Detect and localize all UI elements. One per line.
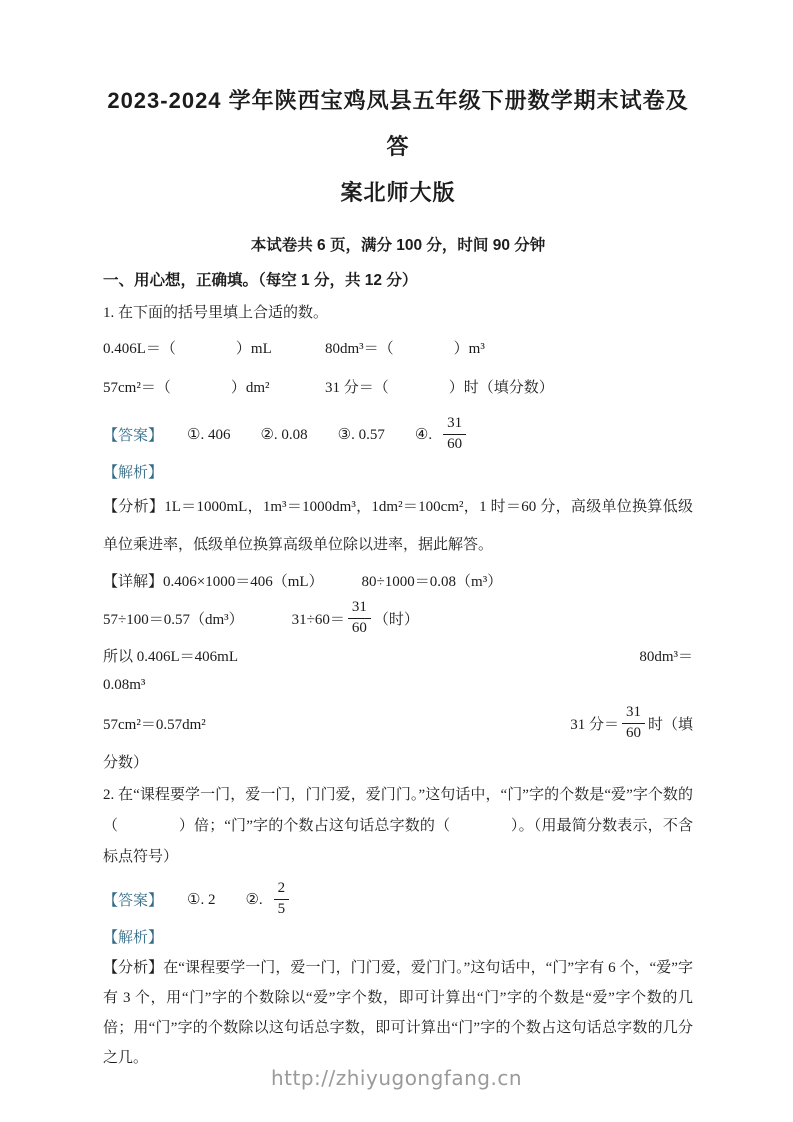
fraction-numerator: 31 bbox=[622, 704, 645, 723]
detail-2-left: 57÷100＝0.57（dm³） bbox=[103, 611, 244, 628]
question-1-answer-row bbox=[103, 410, 693, 458]
detail-2-right-prefix: 31÷60＝ bbox=[291, 611, 345, 628]
document-title-line-1: 2023-2024 学年陕西宝鸡凤县五年级下册数学期末试卷及答 bbox=[107, 88, 689, 159]
question-1-detail-line-4 bbox=[103, 670, 693, 700]
question-1-analysis: 【分析】1L＝1000mL，1m³＝1000dm³，1dm²＝100cm²，1 时＝60 分，高级单位换算低级单位乘进率，低级单位换算高级单位除以进率，据此解答。 bbox=[103, 499, 693, 553]
question-2-stem: 2. 在“课程要学一门，爱一门，门门爱，爱门门。”这句话中，“门”字的个数是“爱”字个数的（ ）倍；“门”字的个数占这句话总字数的（ ）。（用最简分数表示，不含标点符号） bbox=[103, 787, 693, 865]
fraction-numerator: 31 bbox=[348, 599, 371, 618]
fraction bbox=[348, 599, 371, 637]
answer-label: 【答案】 bbox=[103, 427, 164, 444]
exam-info: 本试卷共 6 页，满分 100 分，时间 90 分钟 bbox=[250, 237, 546, 254]
question-1-answer-item-2: ②. 0.08 bbox=[260, 426, 308, 443]
detail-5-right-prefix: 31 分＝ bbox=[570, 716, 619, 733]
question-1-blank-1: 0.406L＝（ ）mL bbox=[103, 341, 272, 357]
question-2-analysis: 【分析】在“课程要学一门，爱一门，门门爱，爱门门。”这句话中，“门”字有 6 个，“爱”字有 3 个，用“门”字的个数除以“爱”字个数，即可计算出“门”字的个数是“爱”字个数的几倍；用“门”字的个数除以这句话总字数，即可计算出“门”字的个数占这句话总字数的几分之几。 bbox=[103, 960, 693, 1066]
question-1-explanation-label: 【解析】 bbox=[103, 465, 164, 481]
detail-5-right-suffix: 时（填 bbox=[647, 716, 693, 733]
detail-3-left: 所以 0.406L＝406mL bbox=[103, 648, 238, 665]
detail-1-left: 【详解】0.406×1000＝406（mL） bbox=[103, 573, 324, 590]
question-1-answer-item-1: ①. 406 bbox=[187, 426, 231, 443]
question-2-explanation-label: 【解析】 bbox=[103, 930, 164, 946]
section-1-heading: 一、用心想，正确填。（每空 1 分，共 12 分） bbox=[103, 272, 418, 289]
fraction-denominator: 60 bbox=[447, 435, 463, 452]
question-1-detail-line-1 bbox=[103, 564, 693, 596]
detail-6-text: 分数） bbox=[103, 754, 149, 771]
fraction-numerator: 2 bbox=[274, 880, 290, 899]
question-1-detail-line-3 bbox=[103, 640, 693, 670]
fraction bbox=[622, 704, 645, 742]
answer-label: 【答案】 bbox=[103, 892, 164, 909]
answer-item-4-prefix: ④. bbox=[414, 426, 433, 443]
question-1-detail-line-6 bbox=[103, 746, 693, 776]
question-1-blank-2: 80dm³＝（ ）m³ bbox=[325, 341, 485, 357]
question-1-blank-3: 57cm²＝（ ）dm² bbox=[103, 380, 270, 396]
fraction-denominator: 60 bbox=[351, 619, 367, 636]
question-1-answer-item-4 bbox=[415, 415, 469, 453]
fraction bbox=[443, 415, 466, 453]
detail-5-left: 57cm²＝0.57dm² bbox=[103, 716, 206, 733]
answer-item-2-prefix: ②. bbox=[245, 891, 263, 908]
detail-2-right-suffix: （时） bbox=[373, 611, 419, 628]
fraction-denominator: 60 bbox=[625, 724, 641, 741]
question-1-detail-line-2 bbox=[103, 596, 693, 640]
question-1-blank-4: 31 分＝（ ）时（填分数） bbox=[325, 380, 554, 396]
detail-2-right bbox=[292, 599, 419, 637]
detail-1-right: 80÷1000＝0.08（m³） bbox=[361, 573, 503, 590]
question-2-answer-item-1: ①. 2 bbox=[187, 891, 216, 908]
question-1-stem: 1. 在下面的括号里填上合适的数。 bbox=[103, 305, 329, 321]
question-1-answer-item-3: ③. 0.57 bbox=[337, 426, 385, 443]
fraction bbox=[274, 880, 290, 918]
question-2-answer-row bbox=[103, 875, 693, 923]
question-1-blanks bbox=[103, 330, 693, 408]
detail-3-right: 80dm³＝ bbox=[639, 648, 693, 665]
document-title-line-2: 案北师大版 bbox=[340, 180, 456, 205]
footer-url: http://zhiyugongfang.cn bbox=[270, 1066, 522, 1090]
detail-4-text: 0.08m³ bbox=[103, 676, 146, 693]
detail-5-right bbox=[570, 704, 693, 742]
question-1-detail-line-5 bbox=[103, 700, 693, 746]
document-title bbox=[103, 78, 693, 216]
fraction-numerator: 31 bbox=[443, 415, 466, 434]
question-2-answer-item-2 bbox=[245, 880, 292, 918]
fraction-denominator: 5 bbox=[277, 900, 286, 917]
